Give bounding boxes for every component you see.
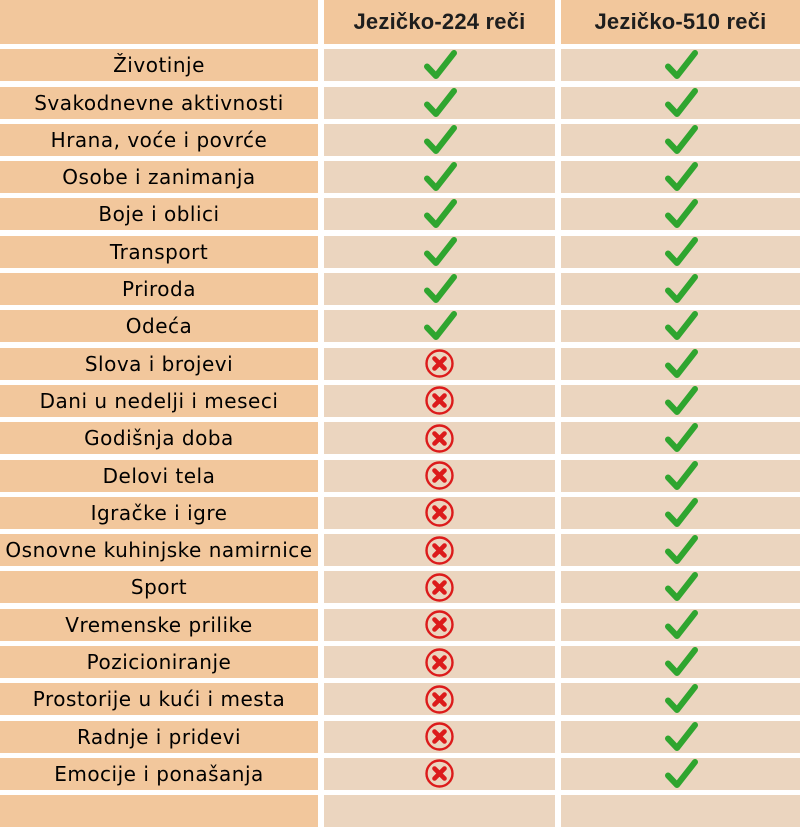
- category-cell: Boje i oblici: [0, 198, 318, 230]
- col224-value-cell: [324, 534, 555, 566]
- cross-icon: [424, 647, 455, 678]
- check-icon: [663, 535, 699, 565]
- category-cell: Osobe i zanimanja: [0, 161, 318, 193]
- category-cell: Delovi tela: [0, 460, 318, 492]
- check-icon: [663, 423, 699, 453]
- cross-icon: [424, 758, 455, 789]
- check-icon: [422, 50, 458, 80]
- col510-value-cell: [561, 310, 800, 342]
- col224-value-cell: [324, 198, 555, 230]
- col224-value-cell: [324, 385, 555, 417]
- category-cell: Transport: [0, 236, 318, 268]
- corner-cell: [0, 0, 318, 44]
- check-icon: [422, 237, 458, 267]
- check-icon: [422, 311, 458, 341]
- check-icon: [422, 199, 458, 229]
- col224-value-cell: [324, 236, 555, 268]
- cross-icon: [424, 348, 455, 379]
- check-icon: [663, 572, 699, 602]
- col224-value-cell: [324, 721, 555, 753]
- check-icon: [663, 722, 699, 752]
- column-header-224: Jezičko-224 reči: [324, 0, 555, 44]
- check-icon: [663, 461, 699, 491]
- check-icon: [663, 647, 699, 677]
- category-cell: Slova i brojevi: [0, 348, 318, 380]
- col510-value-cell: [561, 198, 800, 230]
- col510-value-cell: [561, 683, 800, 715]
- col510-value-cell: [561, 721, 800, 753]
- check-icon: [663, 50, 699, 80]
- col224-value-cell: [324, 49, 555, 81]
- col510-value-cell: [561, 161, 800, 193]
- col224-value-cell: [324, 422, 555, 454]
- col510-value-cell: [561, 460, 800, 492]
- check-icon: [422, 88, 458, 118]
- check-icon: [663, 237, 699, 267]
- col224-value-cell: [324, 460, 555, 492]
- col224-value-cell: [324, 497, 555, 529]
- category-cell: Prostorije u kući i mesta: [0, 683, 318, 715]
- category-cell: Priroda: [0, 273, 318, 305]
- check-icon: [663, 311, 699, 341]
- check-icon: [663, 684, 699, 714]
- col224-value-cell: [324, 124, 555, 156]
- cross-icon: [424, 572, 455, 603]
- col510-value-cell: [561, 571, 800, 603]
- category-cell: Odeća: [0, 310, 318, 342]
- category-cell: Svakodnevne aktivnosti: [0, 87, 318, 119]
- check-icon: [663, 88, 699, 118]
- col224-value-cell: [324, 646, 555, 678]
- col510-value-cell: [561, 49, 800, 81]
- check-icon: [422, 125, 458, 155]
- category-cell: Godišnja doba: [0, 422, 318, 454]
- check-icon: [663, 162, 699, 192]
- col224-value-cell: [324, 571, 555, 603]
- category-cell: Sport: [0, 571, 318, 603]
- col510-value-cell: [561, 497, 800, 529]
- check-icon: [663, 498, 699, 528]
- check-icon: [663, 349, 699, 379]
- col224-value-cell: [324, 161, 555, 193]
- check-icon: [663, 199, 699, 229]
- check-icon: [663, 274, 699, 304]
- column-header-510: Jezičko-510 reči: [561, 0, 800, 44]
- category-cell: Hrana, voće i povrće: [0, 124, 318, 156]
- col510-value-cell: [561, 534, 800, 566]
- category-cell: Dani u nedelji i meseci: [0, 385, 318, 417]
- col224-value-cell: [324, 609, 555, 641]
- check-icon: [663, 386, 699, 416]
- check-icon: [663, 610, 699, 640]
- col224-value-cell: [324, 348, 555, 380]
- col224-value-cell: [324, 683, 555, 715]
- category-cell: Igračke i igre: [0, 497, 318, 529]
- cross-icon: [424, 609, 455, 640]
- cross-icon: [424, 497, 455, 528]
- col224-value-cell: [324, 87, 555, 119]
- col510-value-cell: [561, 609, 800, 641]
- col510-value-cell: [561, 758, 800, 790]
- cross-icon: [424, 460, 455, 491]
- col510-value-cell: [561, 385, 800, 417]
- col510-value-cell: [561, 124, 800, 156]
- category-cell: Pozicioniranje: [0, 646, 318, 678]
- category-cell: Radnje i pridevi: [0, 721, 318, 753]
- category-cell: Životinje: [0, 49, 318, 81]
- col510-value-cell: [561, 236, 800, 268]
- cross-icon: [424, 684, 455, 715]
- col510-value-cell: [561, 273, 800, 305]
- col510-value-cell: [561, 422, 800, 454]
- col224-value-cell: [324, 758, 555, 790]
- check-icon: [663, 125, 699, 155]
- cross-icon: [424, 721, 455, 752]
- cross-icon: [424, 535, 455, 566]
- check-icon: [422, 274, 458, 304]
- check-icon: [663, 759, 699, 789]
- col224-value-cell: [324, 273, 555, 305]
- col224-value-cell: [324, 310, 555, 342]
- cross-icon: [424, 423, 455, 454]
- col510-value-cell: [561, 348, 800, 380]
- cross-icon: [424, 385, 455, 416]
- col510-value-cell: [561, 87, 800, 119]
- col510-value-cell: [561, 646, 800, 678]
- check-icon: [422, 162, 458, 192]
- category-cell: Vremenske prilike: [0, 609, 318, 641]
- category-cell: Emocije i ponašanja: [0, 758, 318, 790]
- category-cell: Osnovne kuhinjske namirnice: [0, 534, 318, 566]
